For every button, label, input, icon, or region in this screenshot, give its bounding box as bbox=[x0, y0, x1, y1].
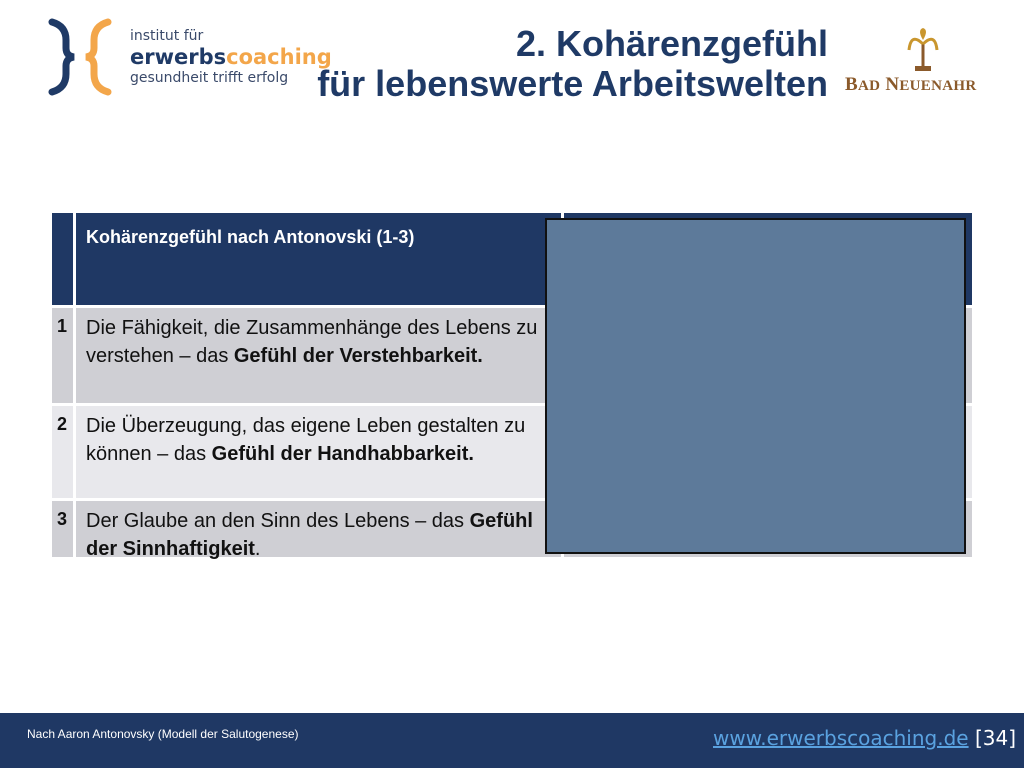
footer-bar bbox=[0, 713, 1024, 768]
row-number: 2 bbox=[52, 406, 76, 498]
logo-tagline: gesundheit trifft erfolg bbox=[130, 70, 289, 86]
title-line-2: für lebenswerte Arbeitswelten bbox=[317, 63, 828, 104]
footer-source: Nach Aaron Antonovsky (Modell der Salutogenese) bbox=[27, 727, 299, 741]
bad-neuenahr-wordmark: BAD NEUENAHR bbox=[845, 74, 977, 95]
cover-box bbox=[545, 218, 966, 554]
title-line-1: 2. Kohärenzgefühl bbox=[515, 23, 828, 64]
bad-neuenahr-logo bbox=[845, 28, 1000, 98]
row-text: Der Glaube an den Sinn des Lebens – das Gefühl der Sinnhaftigkeit. bbox=[76, 501, 564, 557]
page-number: [34] bbox=[974, 726, 1016, 750]
website-link[interactable]: www.erwerbscoaching.de bbox=[713, 726, 969, 750]
row-number: 1 bbox=[52, 308, 76, 403]
row-number: 3 bbox=[52, 501, 76, 557]
row-text: Die Fähigkeit, die Zusammenhänge des Lebens zu verstehen – das Gefühl der Verstehbarkeit. bbox=[76, 308, 564, 403]
table-header: Kohärenzgefühl nach Antonovski (1-3) bbox=[76, 213, 564, 305]
logo-line-institut: institut für bbox=[130, 28, 204, 44]
page-title bbox=[317, 24, 828, 104]
fountain-icon bbox=[903, 28, 943, 72]
header-num-cell bbox=[52, 213, 76, 305]
institute-logo bbox=[48, 16, 338, 98]
brackets-logo-icon bbox=[48, 16, 128, 98]
row-text: Die Überzeugung, das eigene Leben gestalten zu können – das Gefühl der Handhabbarkeit. bbox=[76, 406, 564, 498]
logo-line-name: erwerbscoaching bbox=[130, 45, 332, 69]
footer-link-area bbox=[713, 726, 1016, 750]
